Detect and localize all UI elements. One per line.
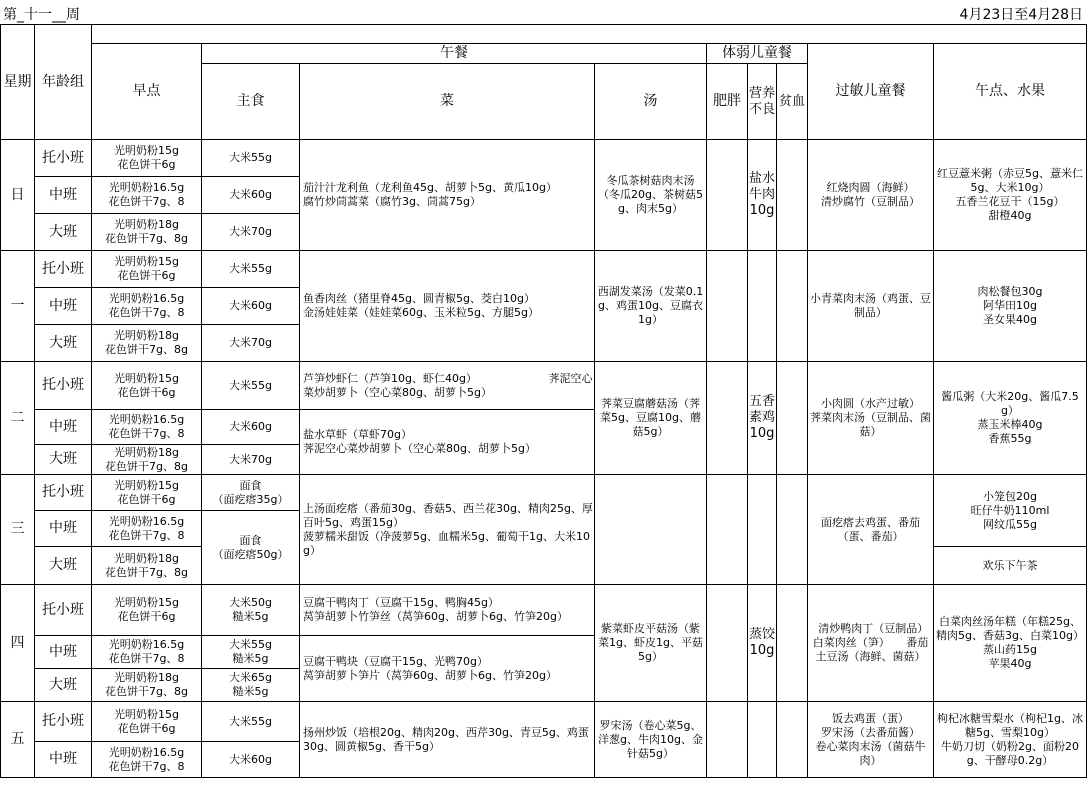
table-row [1,140,1087,177]
col-breakfast: 早点 [92,44,202,140]
day-label: 日 [1,140,35,251]
table-row [1,585,1087,636]
obese-cell [707,362,748,475]
staple-cell: 大米70g [202,325,300,362]
breakfast-cell: 光明奶粉15g 花色饼干6g [92,251,202,288]
age-cell: 托小班 [35,362,92,410]
blank-header-cell [92,25,1087,44]
breakfast-cell: 光明奶粉18g 花色饼干7g、8g [92,547,202,585]
date-range: 4月23日至4月28日 [959,7,1083,23]
obese-cell [707,251,748,362]
anemia-cell [777,251,808,362]
soup-cell [595,475,707,585]
snack-cell: 红豆薏米粥（赤豆5g、薏米仁5g、大米10g） 五香兰花豆干（15g） 甜橙40g [934,140,1087,251]
staple-cell: 大米55g 糙米5g [202,636,300,669]
malnut-cell [748,475,777,585]
anemia-cell [777,140,808,251]
age-cell: 中班 [35,742,92,778]
col-lunch: 午餐 [202,44,707,64]
col-day: 星期 [1,25,35,140]
age-cell: 中班 [35,410,92,445]
table-row [1,362,1087,410]
breakfast-cell: 光明奶粉16.5g 花色饼干7g、8 [92,511,202,547]
breakfast-cell: 光明奶粉15g 花色饼干6g [92,362,202,410]
breakfast-cell: 光明奶粉15g 花色饼干6g [92,475,202,511]
staple-cell: 大米65g 糙米5g [202,669,300,702]
day-label: 三 [1,475,35,585]
table-top-row [1,25,1087,44]
malnut-cell: 蒸饺10g [748,585,777,702]
malnut-cell [748,702,777,778]
day-label: 一 [1,251,35,362]
snack-cell: 白菜肉丝汤年糕（年糕25g、精肉5g、香菇3g、白菜10g） 蒸山药15g 苹果40g [934,585,1087,702]
col-malnut: 营养不良 [748,64,777,140]
anemia-cell [777,475,808,585]
breakfast-cell: 光明奶粉16.5g 花色饼干7g、8 [92,177,202,214]
dish-cell: 茄汁汁龙利鱼（龙利鱼45g、胡萝卜5g、黄瓜10g） 腐竹炒茼蒿菜（腐竹3g、茼蒿75g） [300,140,595,251]
breakfast-cell: 光明奶粉18g 花色饼干7g、8g [92,445,202,475]
age-cell: 大班 [35,669,92,702]
table-group-row [1,44,1087,64]
day-label: 五 [1,702,35,778]
col-soup: 汤 [595,64,707,140]
age-cell: 托小班 [35,475,92,511]
malnut-cell [748,251,777,362]
allergy-cell: 小青菜肉末汤（鸡蛋、豆制品） [808,251,934,362]
col-obese: 肥胖 [707,64,748,140]
staple-cell: 大米70g [202,214,300,251]
anemia-cell [777,585,808,702]
col-age: 年龄组 [35,25,92,140]
breakfast-cell: 光明奶粉15g 花色饼干6g [92,585,202,636]
allergy-cell: 饭去鸡蛋（蛋） 罗宋汤（去番茄酱） 卷心菜肉末汤（菌菇牛肉） [808,702,934,778]
col-anemia: 贫血 [777,64,808,140]
age-cell: 托小班 [35,702,92,742]
allergy-cell: 红烧肉圆（海鲜） 清炒腐竹（豆制品） [808,140,934,251]
snack-cell: 酱瓜粥（大米20g、酱瓜7.5g） 蒸玉米棒40g 香蕉55g [934,362,1087,475]
col-allergy: 过敏儿童餐 [808,44,934,140]
snack-cell: 肉松餐包30g 阿华田10g 圣女果40g [934,251,1087,362]
obese-cell [707,140,748,251]
day-label: 四 [1,585,35,702]
breakfast-cell: 光明奶粉15g 花色饼干6g [92,140,202,177]
col-dish: 菜 [300,64,595,140]
soup-cell: 冬瓜茶树菇肉末汤（冬瓜20g、茶树菇5g、肉末5g） [595,140,707,251]
snack-cell: 枸杞冰糖雪梨水（枸杞1g、冰糖5g、雪梨10g） 牛奶刀切（奶粉2g、面粉20g、干酵母0.2g） [934,702,1087,778]
day-label: 二 [1,362,35,475]
week-label: 第_十一__周 [3,7,80,23]
malnut-cell: 五香素鸡10g [748,362,777,475]
allergy-cell: 面疙瘩去鸡蛋、番茄（蛋、番茄） [808,475,934,585]
staple-cell: 大米55g [202,140,300,177]
staple-cell: 大米50g 糙米5g [202,585,300,636]
col-weak: 体弱儿童餐 [707,44,808,64]
age-cell: 中班 [35,288,92,325]
age-cell: 托小班 [35,585,92,636]
dish-cell: 鱼香肉丝（猪里脊45g、圆青椒5g、茭白10g） 金汤娃娃菜（娃娃菜60g、玉米粒5g、方腿5g） [300,251,595,362]
age-cell: 大班 [35,445,92,475]
breakfast-cell: 光明奶粉15g 花色饼干6g [92,702,202,742]
dish-cell: 芦笋炒虾仁（芦笋10g、虾仁40g） 荠泥空心菜炒胡萝卜（空心菜80g、胡萝卜5g） [300,362,595,410]
staple-cell: 大米60g [202,410,300,445]
dish-cell: 盐水草虾（草虾70g） 荠泥空心菜炒胡萝卜（空心菜80g、胡萝卜5g） [300,410,595,475]
dish-cell: 上汤面疙瘩（番茄30g、香菇5、西兰花30g、精肉25g、厚百叶5g、鸡蛋15g） 菠萝糯米甜饭（净菠萝5g、血糯米5g、葡萄干1g、大米10g） [300,475,595,585]
breakfast-cell: 光明奶粉16.5g 花色饼干7g、8 [92,636,202,669]
staple-cell: 大米60g [202,177,300,214]
age-cell: 大班 [35,547,92,585]
soup-cell: 荠菜豆腐蘑菇汤（荠菜5g、豆腐10g、蘑菇5g） [595,362,707,475]
table-row [1,475,1087,511]
sheet-header [0,0,1088,24]
age-cell: 中班 [35,177,92,214]
breakfast-cell: 光明奶粉16.5g 花色饼干7g、8 [92,410,202,445]
staple-cell: 大米60g [202,288,300,325]
snack-cell: 小笼包20g 旺仔牛奶110ml 网纹瓜55g [934,475,1087,547]
dish-cell: 豆腐干鸭肉丁（豆腐干15g、鸭胸45g） 莴笋胡萝卜竹笋丝（莴笋60g、胡萝卜6g、竹笋20g） [300,585,595,636]
staple-cell: 面食 （面疙瘩50g） [202,511,300,585]
soup-cell: 西湖发菜汤（发菜0.1g、鸡蛋10g、豆腐衣1g） [595,251,707,362]
breakfast-cell: 光明奶粉18g 花色饼干7g、8g [92,325,202,362]
table-row [1,702,1087,742]
breakfast-cell: 光明奶粉16.5g 花色饼干7g、8 [92,288,202,325]
age-cell: 托小班 [35,251,92,288]
soup-cell: 紫菜虾皮平菇汤（紫菜1g、虾皮1g、平菇5g） [595,585,707,702]
allergy-cell: 小肉圆（水产过敏） 荠菜肉末汤（豆制品、菌菇） [808,362,934,475]
age-cell: 大班 [35,214,92,251]
dish-cell: 豆腐干鸭块（豆腐干15g、光鸭70g） 莴笋胡萝卜笋片（莴笋60g、胡萝卜6g、竹笋20g） [300,636,595,702]
staple-cell: 大米70g [202,445,300,475]
obese-cell [707,475,748,585]
age-cell: 托小班 [35,140,92,177]
staple-cell: 大米55g [202,702,300,742]
col-snack: 午点、水果 [934,44,1087,140]
table-row [1,251,1087,288]
breakfast-cell: 光明奶粉18g 花色饼干7g、8g [92,669,202,702]
breakfast-cell: 光明奶粉16.5g 花色饼干7g、8 [92,742,202,778]
allergy-cell: 清炒鸭肉丁（豆制品） 白菜肉丝（笋） 番茄土豆汤（海鲜、菌菇） [808,585,934,702]
age-cell: 中班 [35,511,92,547]
anemia-cell [777,702,808,778]
soup-cell: 罗宋汤（卷心菜5g、洋葱g、牛肉10g、金针菇5g） [595,702,707,778]
age-cell: 中班 [35,636,92,669]
obese-cell [707,585,748,702]
menu-table [0,24,1087,778]
col-staple: 主食 [202,64,300,140]
staple-cell: 大米60g [202,742,300,778]
snack-extra-cell: 欢乐下午茶 [934,547,1087,585]
dish-cell: 扬州炒饭（培根20g、精肉20g、西芹30g、青豆5g、鸡蛋30g、圆黄椒5g、香干5g） [300,702,595,778]
obese-cell [707,702,748,778]
anemia-cell [777,362,808,475]
staple-cell: 面食 （面疙瘩35g） [202,475,300,511]
malnut-cell: 盐水牛肉10g [748,140,777,251]
age-cell: 大班 [35,325,92,362]
staple-cell: 大米55g [202,251,300,288]
staple-cell: 大米55g [202,362,300,410]
breakfast-cell: 光明奶粉18g 花色饼干7g、8g [92,214,202,251]
